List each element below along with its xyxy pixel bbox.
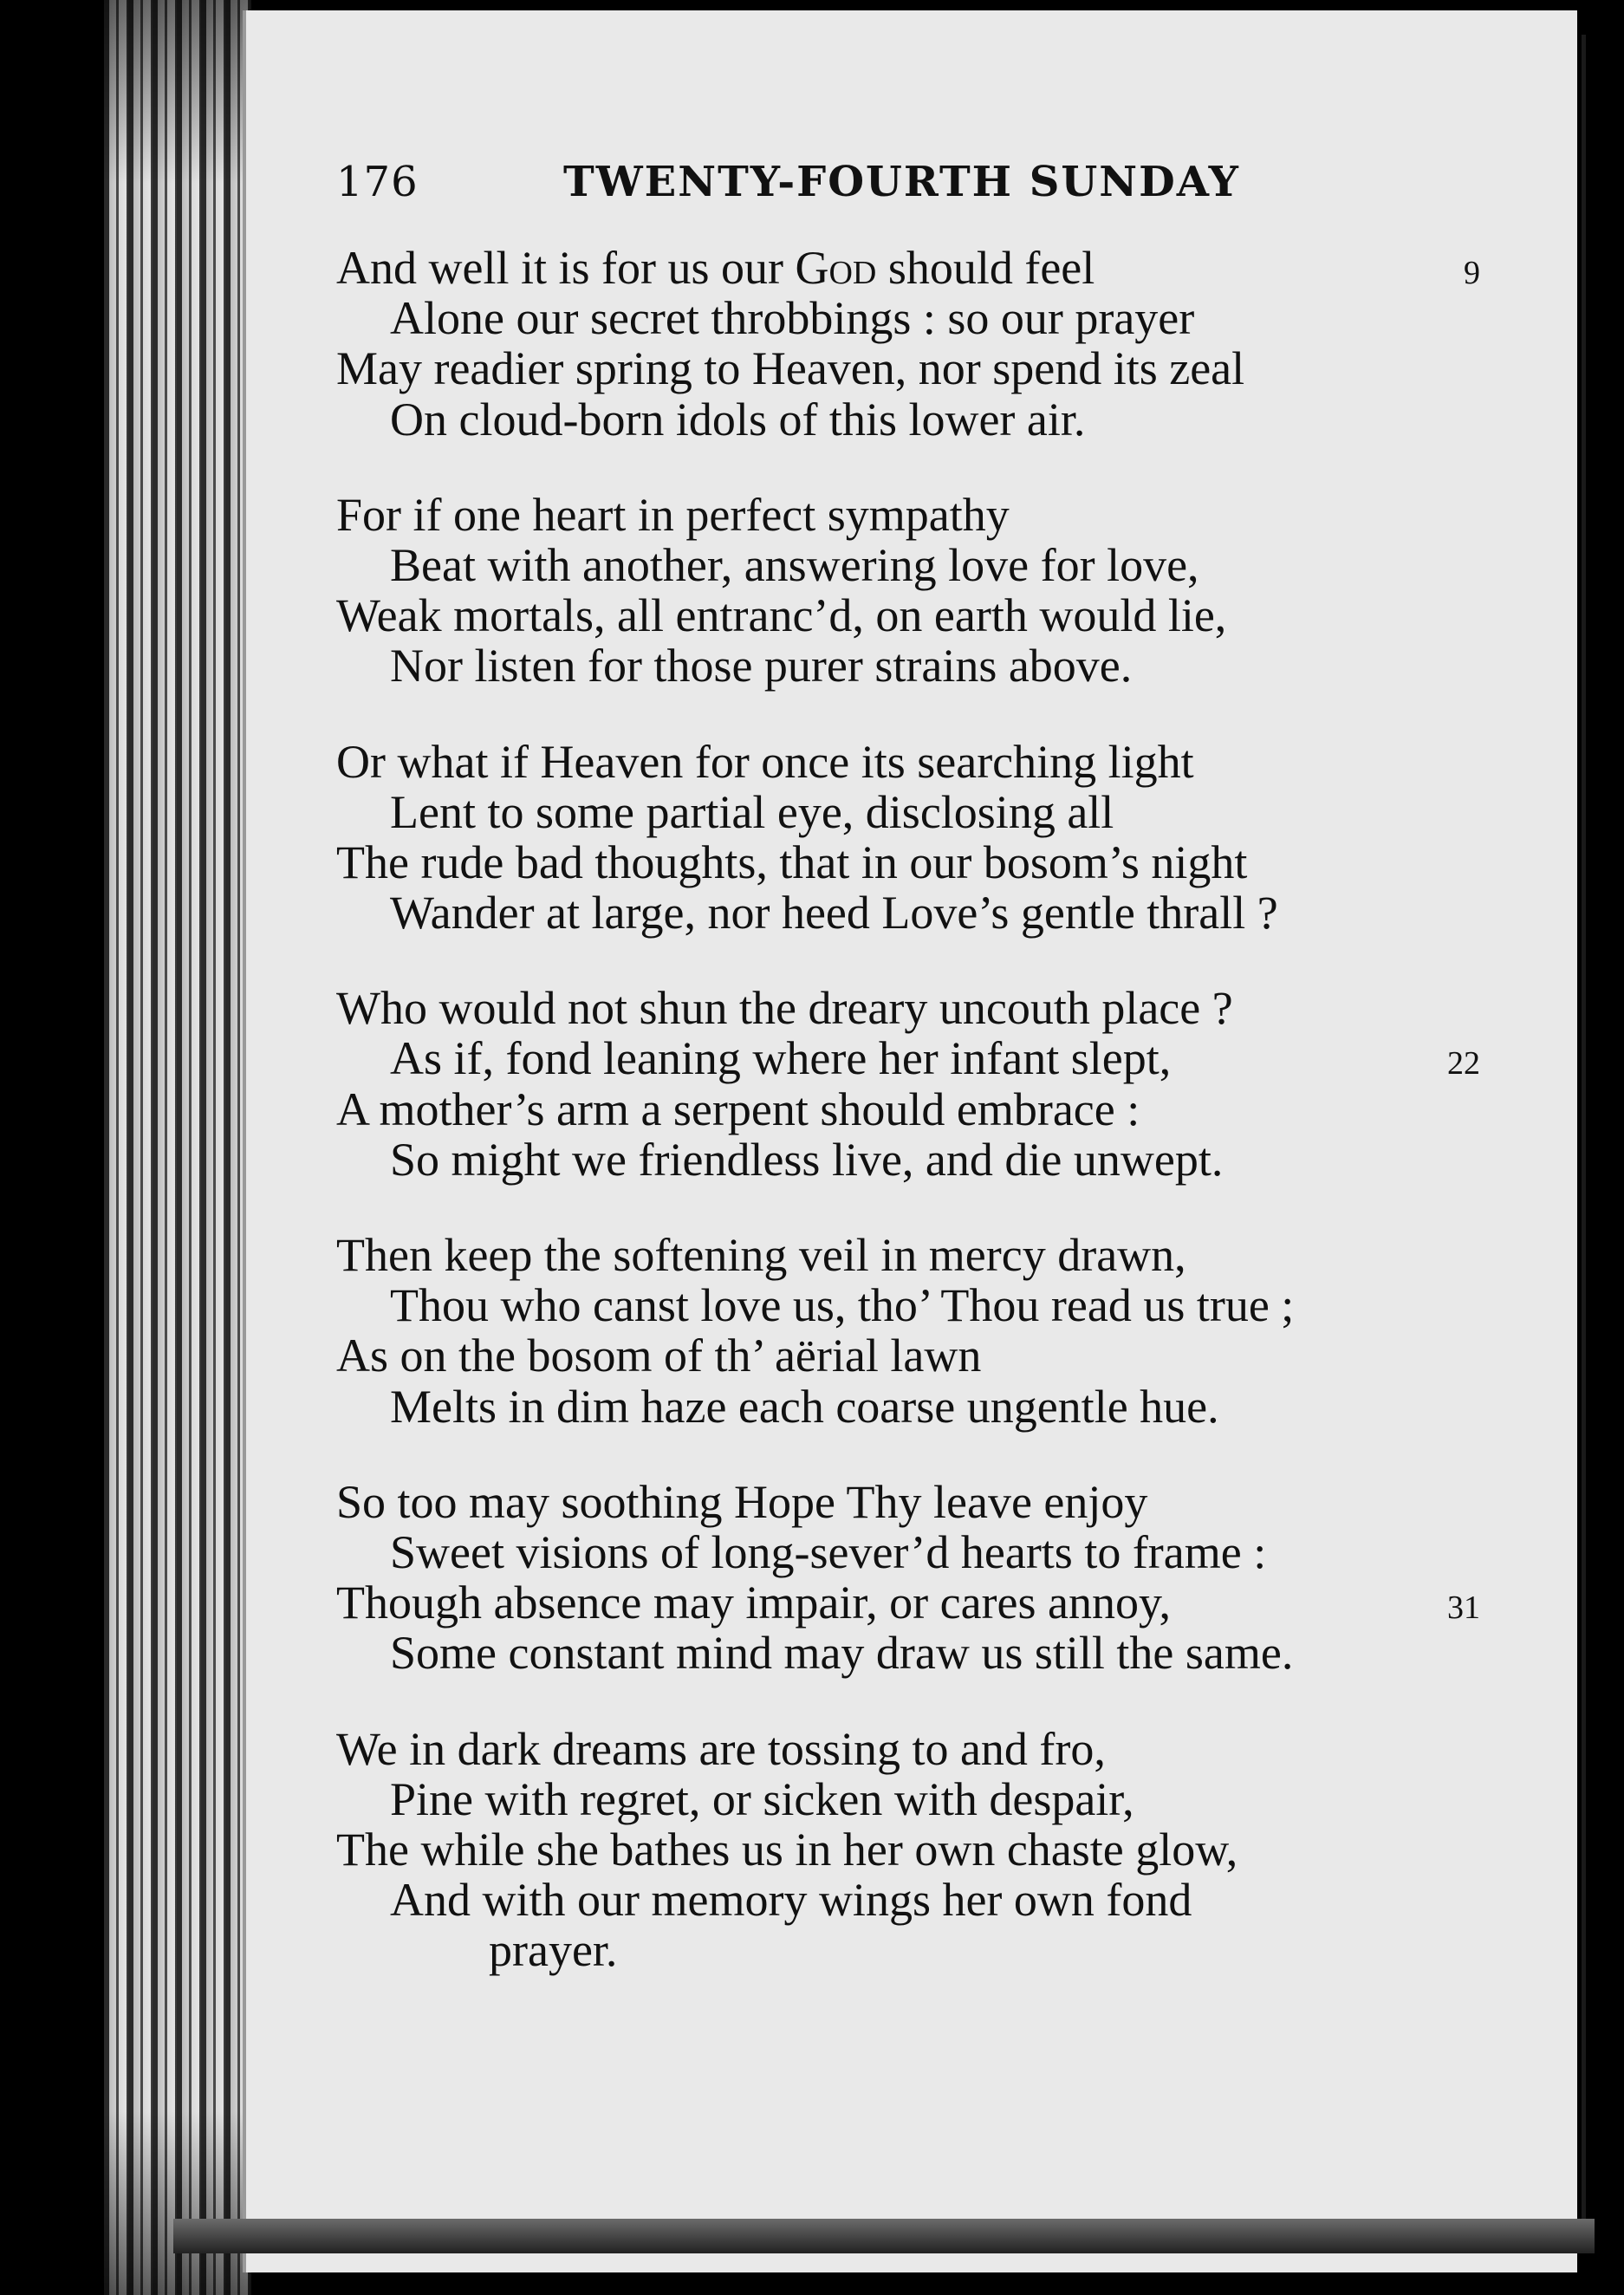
verse-line: [336, 1134, 1480, 1185]
verse-text: Beat with another, answering love for love,: [390, 538, 1199, 591]
stanza: [336, 983, 1480, 1185]
verse-line: [336, 1280, 1480, 1330]
verse-line: [336, 1628, 1480, 1678]
verse-line: [336, 1230, 1480, 1280]
verse-text: Sweet visions of long-sever’d hearts to frame :: [390, 1525, 1267, 1578]
verse-line: [336, 737, 1480, 787]
verse-line: [336, 1330, 1480, 1381]
stanza: [336, 1230, 1480, 1432]
verse-text: May readier spring to Heaven, nor spend its zeal: [336, 342, 1245, 395]
verse-line: [336, 343, 1480, 393]
verse-line: [336, 837, 1480, 887]
stanza: [336, 1724, 1480, 1976]
verse-line: [336, 1925, 1480, 1975]
verse-line: [336, 394, 1480, 445]
verse-text: Thou who canst love us, tho’ Thou read us true ;: [390, 1279, 1295, 1332]
line-number: 22: [1447, 1045, 1480, 1082]
verse-line: [336, 1577, 1480, 1628]
verse-text: As if, fond leaning where her infant slept,: [390, 1032, 1172, 1085]
verse-line: [336, 1382, 1480, 1432]
stanza: [336, 243, 1480, 445]
verse-text: Lent to some partial eye, disclosing all: [390, 785, 1114, 838]
verse-line: [336, 787, 1480, 837]
verse-text: Nor listen for those purer strains above.: [390, 640, 1133, 692]
verse-line: [336, 490, 1480, 540]
verse-text: Pine with regret, or sicken with despair,: [390, 1772, 1134, 1825]
running-head: TWENTY-FOURTH SUNDAY: [563, 158, 1240, 206]
verse-small-caps: God: [795, 242, 877, 294]
verse-text: A mother’s arm a serpent should embrace :: [336, 1082, 1140, 1135]
verse-line: [336, 590, 1480, 640]
verse-text: Then keep the softening veil in mercy drawn,: [336, 1229, 1186, 1281]
verse-text: For if one heart in perfect sympathy: [336, 488, 1010, 541]
page-bottom-edge: [173, 2219, 1595, 2253]
verse-line: [336, 540, 1480, 590]
stanza: [336, 1477, 1480, 1679]
verse-text: Weak mortals, all entranc’d, on earth would lie,: [336, 589, 1227, 642]
stanza: [336, 490, 1480, 692]
verse-text: And with our memory wings her own fond: [390, 1874, 1192, 1927]
verse-text: prayer.: [489, 1924, 618, 1977]
verse-text: Some constant mind may draw us still the same.: [390, 1627, 1294, 1680]
verse-text: Melts in dim haze each coarse ungentle hue.: [390, 1380, 1219, 1433]
verse-text: The while she bathes us in her own chaste glow,: [336, 1823, 1238, 1876]
verse-line: [336, 293, 1480, 343]
verse-text: Alone our secret throbbings : so our prayer: [390, 292, 1195, 345]
verse-line: [336, 1477, 1480, 1527]
verse-text: As on the bosom of th’ aërial lawn: [336, 1330, 982, 1382]
verse-line: [336, 243, 1480, 293]
line-number: 31: [1447, 1590, 1480, 1627]
verse-line: [336, 1084, 1480, 1134]
poem-body: [336, 243, 1480, 2020]
verse-line: [336, 1824, 1480, 1875]
verse-line: [336, 1875, 1480, 1925]
verse-text: Or what if Heaven for once its searching light: [336, 735, 1194, 788]
verse-line: [336, 1033, 1480, 1083]
verse-text: Though absence may impair, or cares annoy,: [336, 1577, 1171, 1629]
verse-line: [336, 1527, 1480, 1577]
line-number: 9: [1464, 255, 1480, 291]
page-number: 176: [336, 158, 419, 206]
verse-line: [336, 983, 1480, 1033]
verse-text: Wander at large, nor heed Love’s gentle thrall ?: [390, 887, 1278, 939]
verse-text: And well it is for us our: [336, 242, 796, 294]
verse-text: The rude bad thoughts, that in our bosom’s night: [336, 835, 1248, 888]
verse-line: [336, 887, 1480, 938]
stanza: [336, 737, 1480, 939]
verse-line: [336, 640, 1480, 691]
verse-text: On cloud-born idols of this lower air.: [390, 393, 1086, 445]
page-edges-shadow: [104, 0, 251, 2295]
verse-text: So might we friendless live, and die unwept.: [390, 1133, 1224, 1186]
verse-text: We in dark dreams are tossing to and fro,: [336, 1722, 1106, 1775]
verse-text: Who would not shun the dreary uncouth place ?: [336, 982, 1233, 1035]
verse-line: [336, 1774, 1480, 1824]
verse-line: [336, 1724, 1480, 1774]
verse-text: should feel: [876, 242, 1095, 294]
gutter-line: [1582, 35, 1586, 2219]
verse-text: So too may soothing Hope Thy leave enjoy: [336, 1475, 1148, 1528]
